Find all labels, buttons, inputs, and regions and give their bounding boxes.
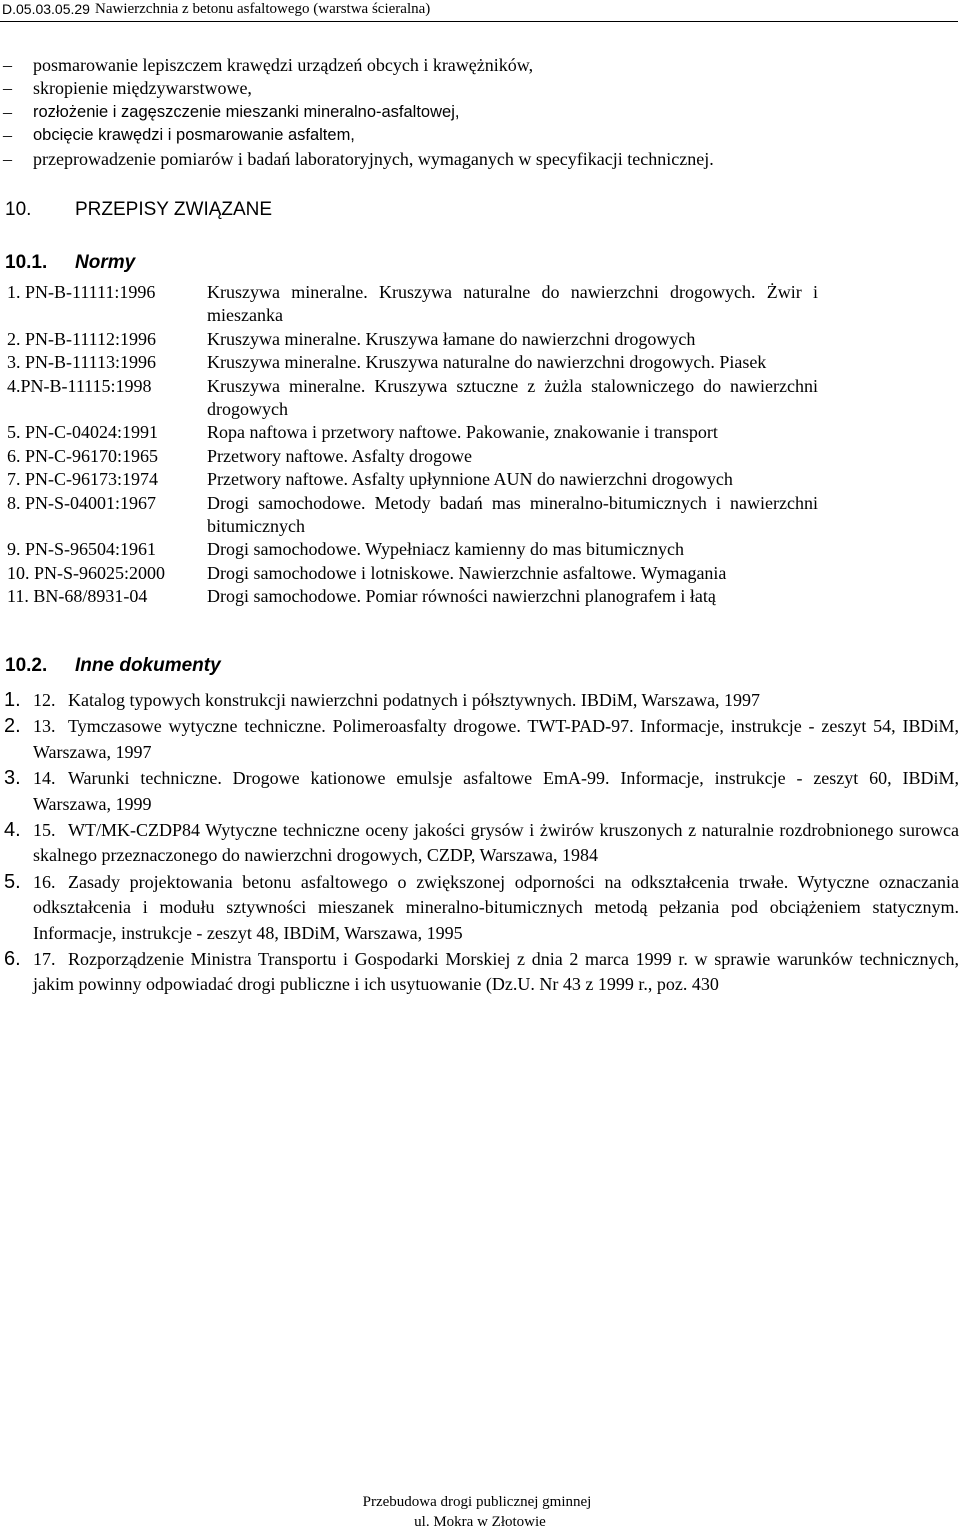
document-list-number: 4. [4, 819, 21, 842]
list-item [0, 148, 960, 171]
list-item [0, 101, 960, 124]
norm-row [0, 538, 960, 561]
document-ref-number: 12. [33, 690, 56, 710]
document-list-number: 2. [4, 715, 21, 738]
page-footer [0, 1492, 960, 1532]
document-item [0, 947, 960, 998]
section-title: Normy [75, 252, 136, 273]
norm-description: Drogi samochodowe i lotniskowe. Nawierzchnie asfaltowe. Wymagania [207, 562, 727, 583]
document-text: Warunki techniczne. Drogowe kationowe emulsje asfaltowe EmA-99. Informacje, instrukcje - zeszyt 60, IBDiM, Warszawa, 1999 [33, 768, 959, 814]
list-item [0, 77, 960, 100]
document-item [0, 766, 960, 817]
section-title: Inne dokumenty [75, 655, 221, 676]
list-item-text: posmarowanie lepiszczem krawędzi urządzeń obcych i krawężników, [33, 55, 534, 75]
norm-row [0, 281, 960, 328]
norm-description: Przetwory naftowe. Asfalty upłynnione AUN do nawierzchni drogowych [207, 469, 733, 490]
section-heading-10-2 [5, 655, 221, 677]
section-number: 10.1. [5, 252, 48, 273]
section-heading-10-1 [5, 252, 135, 274]
norm-row [0, 421, 960, 444]
document-item [0, 818, 960, 869]
norm-code: 8. PN-S-04001:1967 [7, 492, 157, 513]
norm-row [0, 351, 960, 374]
norm-description: Drogi samochodowe. Wypełniacz kamienny do mas bitumicznych [207, 539, 684, 560]
section-number: 10. [5, 199, 32, 220]
norm-row [0, 445, 960, 468]
norm-row [0, 328, 960, 351]
norm-code: 10. PN-S-96025:2000 [7, 562, 166, 583]
norm-description: Przetwory naftowe. Asfalty drogowe [207, 445, 472, 466]
norm-description: Kruszywa mineralne. Kruszywa naturalne do nawierzchni drogowych. Żwir i mieszanka [207, 282, 818, 326]
document-item [0, 714, 960, 765]
document-ref-number: 17. [33, 949, 56, 970]
document-item [0, 870, 960, 946]
document-text: Katalog typowych konstrukcji nawierzchni podatnych i półsztywnych. IBDiM, Warszawa, 1997 [68, 690, 761, 710]
norm-code: 6. PN-C-96170:1965 [7, 445, 159, 466]
list-item-text: rozłożenie i zagęszczenie mieszanki mineralno-asfaltowej, [33, 102, 460, 121]
header-rule [0, 21, 958, 22]
norm-code: 4.PN-B-11115:1998 [7, 375, 152, 396]
norm-row [0, 468, 960, 491]
document-list-number: 1. [4, 689, 21, 711]
norm-code: 1. PN-B-11111:1996 [7, 282, 156, 302]
norm-code: 7. PN-C-96173:1974 [7, 469, 159, 490]
document-ref-number: 14. [33, 768, 56, 789]
document-text: Tymczasowe wytyczne techniczne. Polimeroasfalty drogowe. TWT-PAD-97. Informacje, instrukcje - zeszyt 54, IBDiM, Warszawa, 1997 [33, 716, 959, 762]
list-item-text: skropienie międzywarstwowe, [33, 78, 252, 99]
document-ref-number: 15. [33, 820, 56, 841]
norm-row [0, 562, 960, 585]
dash-icon: – [3, 148, 12, 169]
norm-row [0, 375, 960, 422]
norm-row [0, 492, 960, 539]
document-list-number: 6. [4, 948, 21, 971]
project-name: Przebudowa drogi publicznej gminnej [362, 1494, 592, 1510]
list-item-text: przeprowadzenie pomiarów i badań laboratoryjnych, wymaganych w specyfikacji technicznej. [33, 148, 714, 169]
list-item-text: obcięcie krawędzi i posmarowanie asfaltem, [33, 126, 355, 145]
norm-description: Kruszywa mineralne. Kruszywa sztuczne z żużla stalowniczego do nawierzchni drogowych [207, 375, 818, 420]
norm-code: 9. PN-S-96504:1961 [7, 539, 157, 560]
section-heading-10 [5, 199, 272, 221]
norm-description: Drogi samochodowe. Metody badań mas mineralno-bitumicznych i nawierzchni bitumicznych [207, 492, 818, 537]
spec-code: D.05.03.05.29 [2, 1, 90, 17]
norm-description: Kruszywa mineralne. Kruszywa naturalne do nawierzchni drogowych. Piasek [207, 352, 767, 373]
documents-list [0, 688, 960, 999]
norm-code: 2. PN-B-11112:1996 [7, 328, 157, 349]
document-text: Zasady projektowania betonu asfaltowego o zwiększonej odporności na odkształcenia trwałe. Wytyczne oznaczania odkształcenia i modułu sztywności mieszanek mineralno-bitumicznych metodą pełzania pod obciążeniem statycznym. Informacje, instrukcje - zeszyt 48, IBDiM, Warszawa, 1995 [33, 871, 959, 943]
document-text: Rozporządzenie Ministra Transportu i Gospodarki Morskiej z dnia 2 marca 1999 r. w sprawie warunków technicznych, jakim powinny odpowiadać drogi publiczne i ich usytuowanie (Dz.U. Nr 43 z 1999 r., poz. 430 [33, 949, 959, 995]
norm-code: 11. BN-68/8931-04 [7, 586, 148, 607]
document-list-number: 5. [4, 870, 21, 893]
norm-row [0, 585, 960, 608]
spec-title: Nawierzchnia z betonu asfaltowego (warstwa ścieralna) [95, 1, 431, 17]
section-title: PRZEPISY ZWIĄZANE [75, 199, 273, 220]
norms-list [0, 281, 960, 609]
project-location: ul. Mokra w Złotowie [414, 1514, 546, 1530]
norm-description: Kruszywa mineralne. Kruszywa łamane do nawierzchni drogowych [207, 328, 696, 349]
document-ref-number: 16. [33, 871, 56, 892]
norm-description: Ropa naftowa i przetwory naftowe. Pakowanie, znakowanie i transport [207, 422, 718, 443]
dash-icon: – [3, 55, 12, 75]
bullet-list [0, 54, 960, 171]
dash-icon: – [3, 78, 12, 99]
list-item [0, 54, 960, 77]
section-number: 10.2. [5, 655, 48, 676]
document-text: WT/MK-CZDP84 Wytyczne techniczne oceny jakości grysów i żwirów kruszonych z naturalnie rozdrobnionego surowca skalnego przeznaczonego do nawierzchni drogowych, CZDP, Warszawa, 1984 [33, 820, 959, 866]
norm-code: 3. PN-B-11113:1996 [7, 352, 157, 373]
document-list-number: 3. [4, 767, 21, 790]
dash-icon: – [3, 101, 12, 122]
page-header [0, 0, 960, 23]
document-ref-number: 13. [33, 716, 56, 737]
norm-description: Drogi samochodowe. Pomiar równości nawierzchni planografem i łatą [207, 586, 716, 607]
norm-code: 5. PN-C-04024:1991 [7, 422, 159, 443]
dash-icon: – [3, 125, 12, 146]
document-item [0, 688, 960, 713]
list-item [0, 124, 960, 147]
